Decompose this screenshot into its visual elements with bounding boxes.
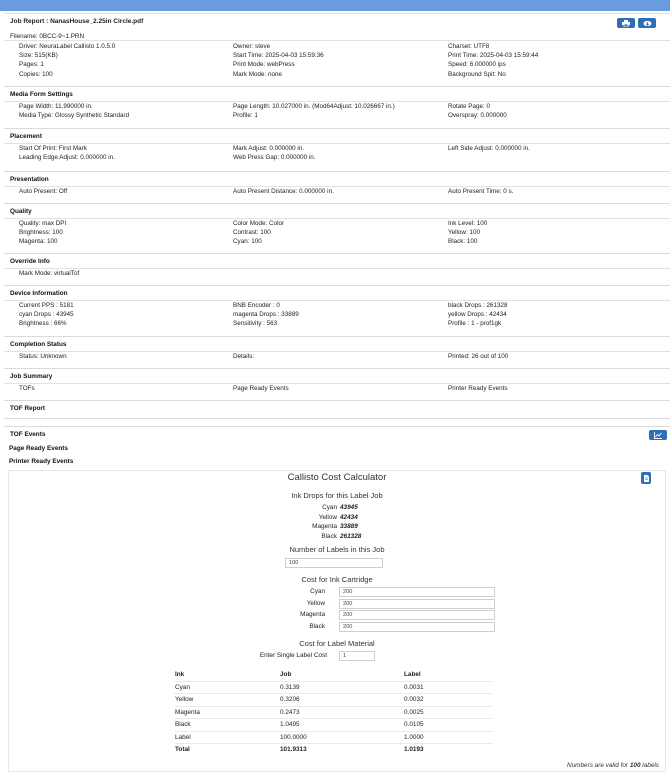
- table-cell: 0.0031: [404, 684, 424, 691]
- ink-drop-value: 33889: [340, 523, 358, 531]
- presentation-section: [4, 171, 670, 195]
- table-row-divider: [175, 681, 493, 682]
- detail-field: Quality: max DPI: [19, 220, 67, 227]
- detail-field: Auto Present Time: 0 s.: [448, 188, 514, 195]
- table-row-divider: [175, 743, 493, 744]
- ink-drops-title: Ink Drops for this Label Job: [291, 491, 383, 500]
- cartridge-label: Magenta: [300, 611, 325, 619]
- detail-field: BNB Encoder : 0: [233, 302, 280, 309]
- detail-field: Status: Unknown: [19, 353, 67, 360]
- table-total-cell: Total: [175, 746, 190, 753]
- detail-field: magenta Drops : 33889: [233, 311, 299, 319]
- filename: Filename: 0BCC-9~1.PRN: [10, 33, 85, 40]
- detail-field: Speed: 6.000000 ips: [448, 61, 506, 69]
- detail-field: Brightness: 100: [19, 229, 63, 237]
- detail-row: [4, 61, 670, 70]
- detail-field: TOFs: [19, 385, 35, 392]
- top-bar: [0, 0, 670, 11]
- detail-field: Ink Level: 100: [448, 220, 488, 227]
- override-info-title: Override Info: [10, 258, 50, 265]
- document-button[interactable]: [641, 472, 651, 484]
- detail-field: Print Time: 2025-04-03 15:59:44: [448, 52, 539, 60]
- detail-field: Size: 515(KB): [19, 52, 58, 60]
- footnote-count: 100: [629, 762, 641, 769]
- quality-grid: [4, 218, 670, 248]
- detail-row: [4, 145, 670, 154]
- table-cell: 100.0000: [280, 733, 307, 741]
- single-label-cost-input[interactable]: 1: [339, 651, 375, 661]
- detail-row: [4, 229, 670, 238]
- cartridge-cost-input[interactable]: 200: [339, 599, 495, 609]
- tof-report-section: [4, 400, 670, 414]
- single-label-cost-caption: Enter Single Label Cost: [259, 652, 327, 659]
- detail-row: [4, 71, 670, 80]
- job-details: [4, 40, 670, 80]
- detail-row: [4, 311, 670, 320]
- placement-title: Placement: [10, 133, 42, 140]
- detail-field: Start Time: 2025-04-03 15:59:36: [233, 52, 324, 60]
- document-icon: [644, 475, 649, 482]
- tof-events-section: [4, 426, 670, 440]
- detail-field: Driver: NeuraLabel Callisto 1.0.5.0: [19, 43, 116, 50]
- ink-drop-label: Magenta: [312, 523, 337, 531]
- detail-field: Charset: UTF8: [448, 43, 490, 50]
- detail-field: Brightness : 66%: [19, 320, 67, 328]
- table-row-divider: [175, 706, 493, 707]
- detail-field: Mark Mode: none: [233, 70, 283, 78]
- ink-drop-value: 261328: [340, 532, 362, 540]
- detail-field: Details:: [233, 353, 254, 360]
- device-information-grid: [4, 300, 670, 330]
- ink-drop-value: 42434: [340, 513, 358, 521]
- device-information-title: Device Information: [10, 290, 68, 297]
- table-cell: 0.0025: [404, 708, 424, 716]
- detail-row: [4, 302, 670, 311]
- job-summary-section: [4, 368, 670, 392]
- detail-field: Mark Mode: virtualTof: [19, 270, 80, 277]
- media-form-settings-section: [4, 86, 670, 120]
- table-total-cell: 101.9313: [280, 746, 307, 753]
- detail-field: Mark Adjust: 0.000000 in.: [233, 145, 305, 152]
- ink-cartridge-title: Cost for Ink Cartridge: [301, 575, 373, 584]
- media-form-settings-title: Media Form Settings: [10, 91, 73, 98]
- job-report-header: [4, 13, 670, 43]
- detail-row: [4, 154, 670, 163]
- detail-field: Printer Ready Events: [448, 385, 508, 392]
- detail-row: [4, 353, 670, 362]
- table-header: Label: [404, 671, 421, 678]
- printer-ready-events-label: Printer Ready Events: [9, 458, 74, 465]
- presentation-title: Presentation: [10, 176, 49, 183]
- chart-icon: [654, 432, 662, 439]
- presentation-grid: [4, 186, 670, 197]
- detail-field: Magenta: 100: [19, 238, 58, 246]
- detail-field: Copies: 100: [19, 70, 53, 78]
- labels-count-input[interactable]: 100: [285, 558, 383, 568]
- detail-field: Pages: 1: [19, 61, 44, 69]
- cartridge-label: Black: [309, 622, 325, 630]
- footnote: [567, 762, 659, 769]
- detail-field: Web Press Gap: 0.000000 in.: [233, 154, 316, 162]
- detail-field: Page Ready Events: [233, 385, 289, 392]
- table-cell: 1.0000: [404, 733, 424, 741]
- table-cell: 0.0032: [404, 696, 424, 704]
- detail-field: Rotate Page: 0: [448, 103, 491, 110]
- detail-field: Overspray: 0.000000: [448, 112, 507, 120]
- detail-field: Owner: steve: [233, 43, 271, 50]
- quality-title: Quality: [10, 208, 32, 215]
- detail-field: Black: 100: [448, 238, 478, 246]
- detail-row: [4, 188, 670, 197]
- labels-count-title: Number of Labels in this Job: [289, 545, 385, 554]
- ink-drop-label: Yellow: [318, 513, 337, 521]
- quality-section: [4, 203, 670, 246]
- tof-events-title: TOF Events: [10, 431, 46, 438]
- detail-field: Sensitivity : 563: [233, 320, 278, 328]
- calculator-title: Callisto Cost Calculator: [287, 472, 387, 483]
- page-title: Job Report : NanasHouse_2.25in Circle.pdf: [10, 18, 144, 25]
- detail-field: Yellow: 100: [448, 229, 480, 237]
- detail-row: [4, 43, 670, 52]
- detail-field: Media Type: Glossy Synthetic Standard: [19, 112, 130, 120]
- detail-field: Color Mode: Color: [233, 220, 285, 227]
- override-info-grid: [4, 268, 670, 279]
- ink-drop-label: Cyan: [322, 504, 337, 511]
- detail-field: Profile: 1: [233, 112, 258, 120]
- detail-field: Printed: 26 out of 100: [448, 353, 509, 360]
- table-cell: Black: [175, 721, 191, 729]
- table-cell: Yellow: [175, 696, 194, 704]
- table-cell: Cyan: [175, 684, 190, 691]
- detail-field: black Drops : 261328: [448, 302, 508, 309]
- table-total-cell: 1.0193: [404, 746, 424, 753]
- detail-field: Auto Present: Off: [19, 188, 68, 195]
- detail-row: [4, 103, 670, 112]
- completion-status-grid: [4, 351, 670, 362]
- detail-row: [4, 220, 670, 229]
- cartridge-label: Cyan: [310, 588, 325, 595]
- detail-field: cyan Drops : 43945: [19, 311, 74, 319]
- detail-field: Current PPS : 5181: [19, 302, 74, 309]
- detail-row: [4, 238, 670, 247]
- cartridge-cost-input[interactable]: 200: [339, 622, 495, 632]
- detail-field: Auto Present Distance: 0.000000 in.: [233, 188, 334, 195]
- placement-grid: [4, 143, 670, 163]
- table-cell: 0.0105: [404, 721, 424, 729]
- detail-field: Print Mode: webPress: [233, 61, 295, 69]
- page-ready-events-label: Page Ready Events: [9, 445, 68, 452]
- device-information-section: [4, 285, 670, 328]
- table-cell: 0.2473: [280, 708, 300, 716]
- detail-field: Left Side Adjust: 0.000000 in.: [448, 145, 530, 152]
- detail-row: [4, 320, 670, 329]
- ink-drop-value: 43945: [340, 504, 358, 511]
- detail-field: Page Width: 11.990000 in.: [19, 103, 93, 110]
- job-summary-title: Job Summary: [10, 373, 53, 380]
- detail-field: Page Length: 10.027000 in. (Mod64Adjust: 10.026667 in.): [233, 103, 395, 110]
- table-cell: 1.0495: [280, 721, 300, 729]
- cost-calculator: [8, 470, 666, 772]
- detail-field: Profile : 1 - prof1gk: [448, 320, 502, 328]
- detail-row: [4, 52, 670, 61]
- detail-row: [4, 270, 670, 279]
- table-cell: 0.3206: [280, 696, 300, 704]
- download-button[interactable]: [638, 18, 656, 28]
- chart-button[interactable]: [649, 430, 667, 440]
- detail-field: yellow Drops : 42434: [448, 311, 507, 319]
- detail-row: [4, 385, 670, 394]
- completion-status-title: Completion Status: [10, 341, 67, 348]
- detail-field: Leading Edge Adjust: 0.000000 in.: [19, 154, 115, 162]
- ink-drop-label: Black: [321, 532, 337, 540]
- table-header: Ink: [175, 671, 185, 678]
- tof-report-title: TOF Report: [10, 405, 46, 412]
- cloud-download-icon: [643, 20, 652, 27]
- job-summary-grid: [4, 383, 670, 394]
- footnote-suffix: labels: [642, 762, 659, 769]
- table-cell: Label: [175, 733, 191, 741]
- table-cell: 0.3139: [280, 684, 300, 691]
- detail-field: Background Spit: No: [448, 70, 506, 78]
- print-button[interactable]: [617, 18, 635, 28]
- table-cell: Magenta: [175, 708, 200, 716]
- label-material-title: Cost for Label Material: [299, 639, 375, 648]
- table-row-divider: [175, 731, 493, 732]
- media-form-settings-grid: [4, 101, 670, 121]
- cartridge-label: Yellow: [306, 599, 325, 607]
- table-row-divider: [175, 693, 493, 694]
- table-row-divider: [175, 718, 493, 719]
- cartridge-cost-input[interactable]: 200: [339, 587, 495, 597]
- detail-field: Start Of Print: First Mark: [19, 145, 87, 152]
- table-header: Job: [280, 671, 292, 678]
- tof-report-divider: [4, 418, 670, 419]
- printer-icon: [622, 20, 630, 27]
- detail-field: Contrast: 100: [233, 229, 271, 237]
- footnote-prefix: Numbers are valid for: [566, 762, 629, 769]
- completion-status-section: [4, 336, 670, 360]
- cartridge-cost-input[interactable]: 200: [339, 610, 495, 620]
- detail-field: Cyan: 100: [233, 238, 262, 246]
- placement-section: [4, 128, 670, 162]
- detail-row: [4, 112, 670, 121]
- override-info-section: [4, 253, 670, 277]
